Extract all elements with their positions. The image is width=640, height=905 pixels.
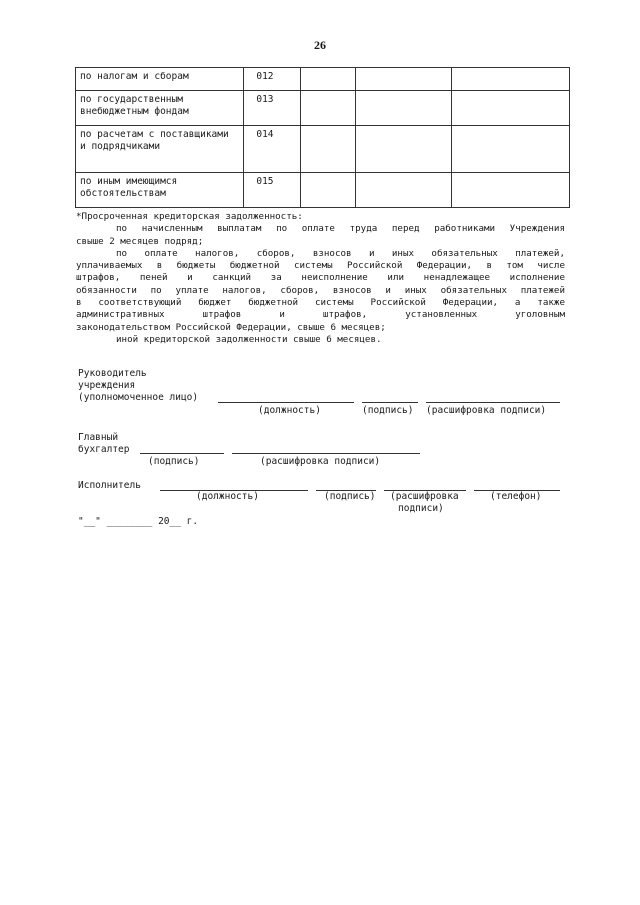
empty-cell xyxy=(451,68,569,91)
row-code: 012 xyxy=(244,68,301,91)
executor-phone-caption: (телефон) xyxy=(490,491,542,502)
debt-table xyxy=(75,67,570,208)
table-row xyxy=(76,91,570,126)
table-row xyxy=(76,173,570,208)
executor-decoding-caption: (расшифровка xyxy=(390,491,459,502)
empty-cell xyxy=(301,68,356,91)
executor-label: Исполнитель xyxy=(78,480,141,491)
row-code: 013 xyxy=(244,91,301,126)
row-code: 014 xyxy=(244,126,301,173)
accountant-decoding-line[interactable] xyxy=(232,453,420,454)
note-line: законодательством Российской Федерации, свыше 6 месяцев; xyxy=(76,321,386,333)
note-line: по начисленным выплатам по оплате труда перед работниками Учреждения xyxy=(116,223,565,235)
page-number: 26 xyxy=(314,38,326,52)
overdue-notes xyxy=(76,211,565,346)
head-position-line[interactable] xyxy=(218,402,354,403)
table-row xyxy=(76,126,570,173)
note-line: уплачиваемых в бюджеты бюджетной системы Российской Федерации, в том числе xyxy=(76,260,565,272)
accountant-label: Главный бухгалтер xyxy=(78,432,130,455)
accountant-signature-line[interactable] xyxy=(140,453,224,454)
empty-cell xyxy=(355,68,451,91)
executor-decoding-caption-2: подписи) xyxy=(398,503,444,514)
note-line: иной кредиторской задолженности свыше 6 месяцев. xyxy=(116,333,382,345)
empty-cell xyxy=(451,173,569,208)
head-signature-line[interactable] xyxy=(362,402,418,403)
table-row xyxy=(76,68,570,91)
empty-cell xyxy=(301,173,356,208)
row-label: по налогам и сборам xyxy=(76,68,244,91)
empty-cell xyxy=(355,91,451,126)
note-line: по оплате налогов, сборов, взносов и иных обязательных платежей, xyxy=(116,247,565,259)
head-decoding-caption: (расшифровка подписи) xyxy=(426,405,547,416)
row-label: по государственным внебюджетным фондам xyxy=(76,91,244,126)
notes-title: *Просроченная кредиторская задолженность: xyxy=(76,211,303,222)
empty-cell xyxy=(301,91,356,126)
note-line: в соответствующий бюджет бюджетной системы Российской Федерации, а также xyxy=(76,297,565,309)
head-signature-caption: (подпись) xyxy=(362,405,414,416)
note-line: административных штрафов и штрафов, установленных уголовным xyxy=(76,309,565,321)
accountant-decoding-caption: (расшифровка подписи) xyxy=(260,456,381,467)
note-line: обязанности по уплате налогов, сборов, взносов и иных обязательных платежей xyxy=(76,284,565,296)
empty-cell xyxy=(355,126,451,173)
row-label: по иным имеющимся обстоятельствам xyxy=(76,173,244,208)
row-code: 015 xyxy=(244,173,301,208)
executor-position-caption: (должность) xyxy=(196,491,259,502)
note-line: свыше 2 месяцев подряд; xyxy=(76,235,204,247)
executor-signature-caption: (подпись) xyxy=(324,491,376,502)
empty-cell xyxy=(301,126,356,173)
head-label: Руководитель учреждения (уполномоченное лицо) xyxy=(78,368,199,403)
empty-cell xyxy=(451,91,569,126)
empty-cell xyxy=(451,126,569,173)
empty-cell xyxy=(355,173,451,208)
accountant-signature-caption: (подпись) xyxy=(148,456,200,467)
head-decoding-line[interactable] xyxy=(426,402,560,403)
note-line: штрафов, пеней и санкций за неисполнение или ненадлежащее исполнение xyxy=(76,272,565,284)
date-line[interactable]: "__" ________ 20__ г. xyxy=(78,516,199,527)
head-position-caption: (должность) xyxy=(258,405,321,416)
row-label: по расчетам с поставщиками и подрядчиками xyxy=(76,126,244,173)
